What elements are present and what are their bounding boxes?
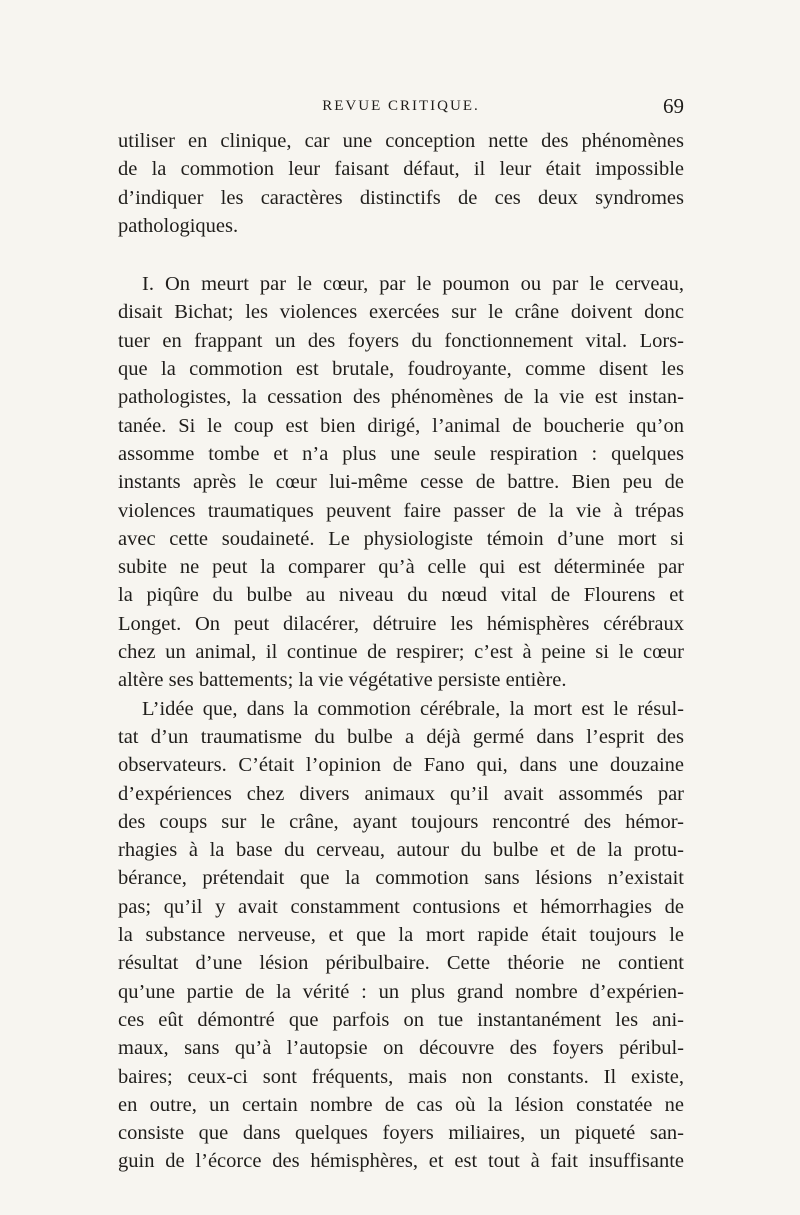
text-line: assomme tombe et n’a plus une seule respiration : quelques bbox=[118, 442, 684, 465]
text-line: L’idée que, dans la commotion cérébrale, la mort est le résul- bbox=[142, 697, 684, 720]
text-line: bérance, prétendait que la commotion sans lésions n’existait bbox=[118, 867, 684, 890]
text-line: rhagies à la base du cerveau, autour du bulbe et de la protu- bbox=[118, 839, 684, 862]
text-line: Longet. On peut dilacérer, détruire les hémisphères cérébraux bbox=[118, 612, 684, 635]
text-line: utiliser en clinique, car une conception nette des phénomènes bbox=[118, 130, 684, 152]
text-line: d’expériences chez divers animaux qu’il avait assommés par bbox=[118, 782, 684, 805]
text-line: violences traumatiques peuvent faire passer de la vie à trépas bbox=[118, 499, 684, 522]
paragraph-gap bbox=[118, 240, 684, 270]
text-line: observateurs. C’était l’opinion de Fano qui, dans une douzaine bbox=[118, 754, 684, 777]
text-line: la substance nerveuse, et que la mort rapide était toujours le bbox=[118, 924, 684, 947]
text-line: ces eût démontré que parfois on tue instantanément les ani- bbox=[118, 1008, 684, 1031]
text-line: subite ne peut la comparer qu’à celle qui est déterminée par bbox=[118, 556, 684, 579]
text-line: I. On meurt par le cœur, par le poumon ou par le cerveau, bbox=[142, 273, 684, 296]
text-line: baires; ceux-ci sont fréquents, mais non constants. Il existe, bbox=[118, 1065, 684, 1088]
running-title: REVUE CRITIQUE. bbox=[322, 98, 480, 114]
text-line: guin de l’écorce des hémisphères, et est tout à fait insuffisante bbox=[118, 1150, 684, 1173]
text-line: d’indiquer les caractères distinctifs de ces deux syndromes bbox=[118, 186, 684, 209]
text-line: de la commotion leur faisant défaut, il leur était impossible bbox=[118, 158, 684, 181]
text-line: altère ses battements; la vie végétative persiste entière. bbox=[118, 669, 567, 692]
paragraph bbox=[118, 127, 684, 240]
running-head bbox=[118, 92, 684, 122]
text-line: des coups sur le crâne, ayant toujours rencontré des hémor- bbox=[118, 810, 684, 833]
body-text bbox=[118, 127, 684, 1176]
text-line: pathologiques. bbox=[118, 214, 239, 237]
text-line: tanée. Si le coup est bien dirigé, l’animal de boucherie qu’on bbox=[118, 414, 684, 437]
paragraph bbox=[118, 270, 684, 694]
paragraph bbox=[118, 695, 684, 1176]
text-line: que la commotion est brutale, foudroyante, comme disent les bbox=[118, 358, 684, 381]
text-line: en outre, un certain nombre de cas où la lésion constatée ne bbox=[118, 1093, 684, 1116]
text-line: résultat d’une lésion péribulbaire. Cette théorie ne contient bbox=[118, 952, 684, 975]
text-line: qu’une partie de la vérité : un plus grand nombre d’expérien- bbox=[118, 980, 684, 1003]
text-line: la piqûre du bulbe au niveau du nœud vital de Flourens et bbox=[118, 584, 684, 607]
text-line: consiste que dans quelques foyers miliaires, un piqueté san- bbox=[118, 1122, 684, 1145]
text-line: tuer en frappant un des foyers du fonctionnement vital. Lors- bbox=[118, 329, 684, 352]
text-line: pathologistes, la cessation des phénomènes de la vie est instan- bbox=[118, 386, 684, 409]
text-line: disait Bichat; les violences exercées sur le crâne doivent donc bbox=[118, 301, 684, 324]
text-line: chez un animal, il continue de respirer; c’est à peine si le cœur bbox=[118, 641, 684, 664]
text-line: instants après le cœur lui-même cesse de battre. Bien peu de bbox=[118, 471, 684, 494]
text-line: avec cette soudaineté. Le physiologiste témoin d’une mort si bbox=[118, 527, 684, 550]
page-number: 69 bbox=[663, 94, 684, 118]
text-line: pas; qu’il y avait constamment contusions et hémorrhagies de bbox=[118, 895, 684, 918]
text-line: tat d’un traumatisme du bulbe a déjà germé dans l’esprit des bbox=[118, 725, 684, 748]
text-line: maux, sans qu’à l’autopsie on découvre des foyers péribul- bbox=[118, 1037, 684, 1060]
